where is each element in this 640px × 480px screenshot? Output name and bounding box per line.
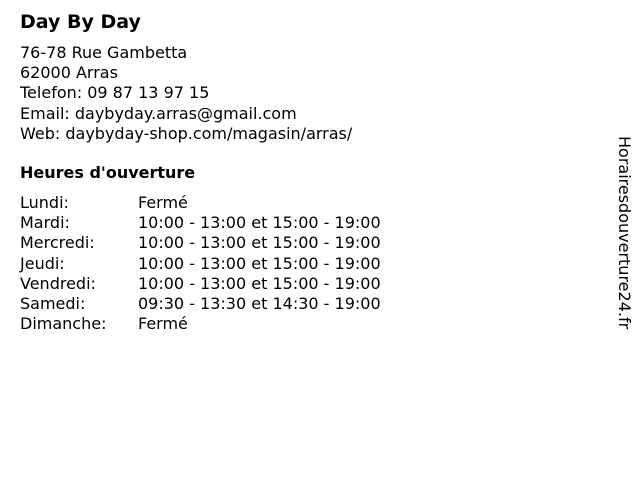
hours-table [20, 193, 580, 334]
store-card [20, 10, 580, 334]
email-line: Email: daybyday.arras@gmail.com [20, 103, 297, 123]
hours-title: Heures d'ouverture [20, 162, 196, 182]
hours-time: Fermé [138, 192, 188, 212]
hours-row-vendredi [20, 274, 580, 294]
site-watermark: Horairesdouverture24.fr [615, 136, 634, 330]
hours-day: Samedi: [20, 293, 86, 313]
hours-day: Lundi: [20, 192, 69, 212]
store-name: Day By Day [20, 11, 141, 33]
address-street: 76-78 Rue Gambetta [20, 43, 188, 62]
hours-time: 10:00 - 13:00 et 15:00 - 19:00 [138, 253, 381, 273]
hours-day: Dimanche: [20, 314, 107, 334]
phone-line: Telefon: 09 87 13 97 15 [20, 83, 210, 103]
hours-day: Mardi: [20, 213, 70, 233]
hours-day: Vendredi: [20, 273, 96, 293]
hours-time: 10:00 - 13:00 et 15:00 - 19:00 [138, 273, 381, 293]
hours-row-lundi [20, 193, 580, 213]
hours-row-jeudi [20, 254, 580, 274]
hours-row-dimanche [20, 314, 580, 334]
hours-time: Fermé [138, 314, 188, 334]
hours-day: Mercredi: [20, 233, 95, 253]
web-line: Web: daybyday-shop.com/magasin/arras/ [20, 123, 353, 143]
hours-row-mercredi [20, 233, 580, 253]
store-contact-block [20, 43, 580, 144]
address-city: 62000 Arras [20, 63, 118, 83]
hours-row-mardi [20, 213, 580, 233]
hours-day: Jeudi: [20, 253, 65, 273]
hours-time: 10:00 - 13:00 et 15:00 - 19:00 [138, 213, 381, 233]
hours-row-samedi [20, 294, 580, 314]
hours-time: 09:30 - 13:30 et 14:30 - 19:00 [138, 293, 381, 313]
hours-time: 10:00 - 13:00 et 15:00 - 19:00 [138, 233, 381, 253]
